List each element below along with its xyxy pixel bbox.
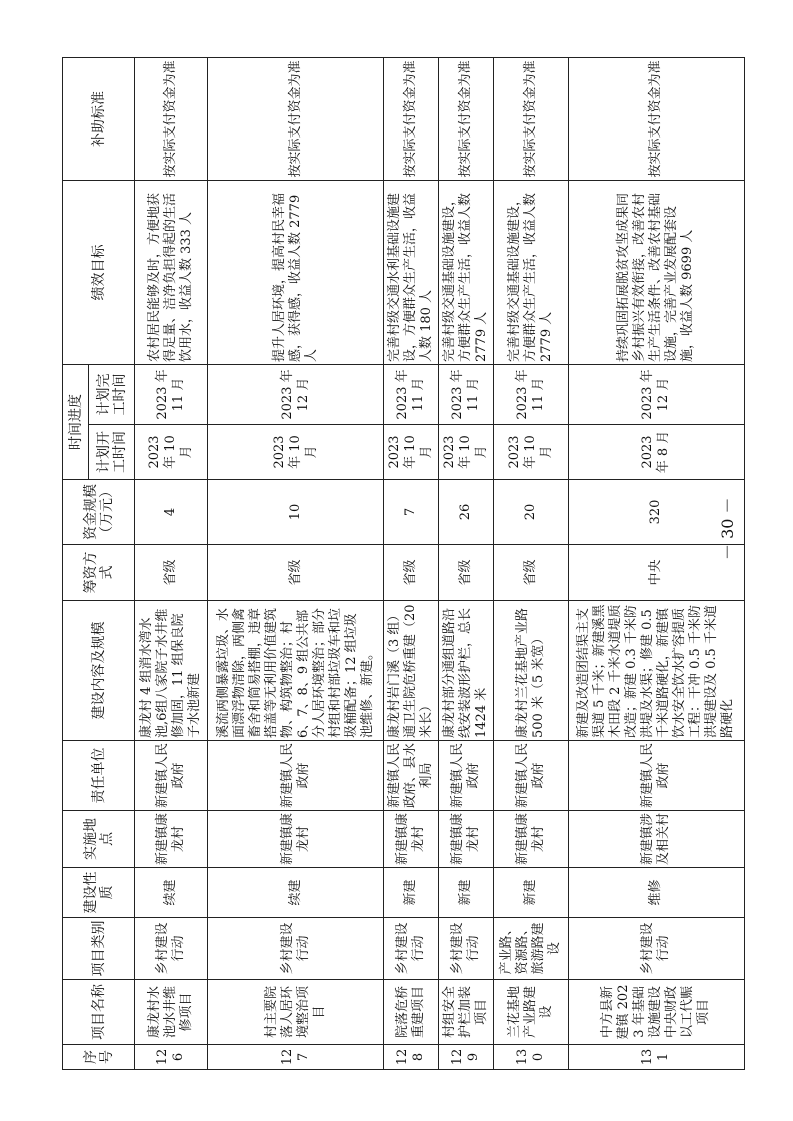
- unit-cell: 新建镇人民政府: [439, 741, 494, 811]
- header-unit: 责任单位: [63, 741, 135, 811]
- category-cell: 乡村建设行动: [568, 918, 744, 980]
- content-cell: 康龙村兰花基地产业路 500 米（5 米宽）: [494, 601, 568, 741]
- seq-cell: 130: [494, 1045, 568, 1070]
- header-name: 项目名称: [63, 980, 135, 1045]
- end-cell: 2023 年 11 月: [135, 365, 208, 425]
- name-cell: 康龙村水池水井维修项目: [135, 980, 208, 1045]
- funding-cell: 省级: [494, 545, 568, 601]
- header-seq: 序号: [63, 1045, 135, 1070]
- goal-cell: 完善村级交通水利基础设施建设，方便群众生产生活，收益人数 180 人: [384, 181, 439, 365]
- content-cell: 康龙村岩门溪（3 组）通卫生院危桥重建（20 米长）: [384, 601, 439, 741]
- funding-cell: 省级: [208, 545, 384, 601]
- header-content: 建设内容及规模: [63, 601, 135, 741]
- table-row: [568, 58, 744, 1070]
- unit-cell: 新建镇人民政府: [208, 741, 384, 811]
- end-cell: 2023 年 11 月: [439, 365, 494, 425]
- seq-cell: 129: [439, 1045, 494, 1070]
- funding-cell: 省级: [439, 545, 494, 601]
- subsidy-cell: 按实际支付资金为准: [494, 58, 568, 181]
- funding-cell: 省级: [384, 545, 439, 601]
- amount-cell: 26: [439, 480, 494, 545]
- content-cell: 溪流两侧暴露垃圾、水面漂浮物清除，两侧禽畜舍和简易搭棚，违章搭盖等无利用价值建筑物、构筑物整治；村 6、7、8、9 组公共部分人居环境整治；部分村组和村部垃圾车和垃圾桶配备；12 组垃圾池维修、新建。: [208, 601, 384, 741]
- table-row: [494, 58, 568, 1070]
- end-cell: 2023 年 12 月: [568, 365, 744, 425]
- location-cell: 新建镇康龙村: [135, 811, 208, 868]
- seq-cell: 127: [208, 1045, 384, 1070]
- table-row: [208, 58, 384, 1070]
- category-cell: 乡村建设行动: [208, 918, 384, 980]
- start-cell: 2023 年 8 月: [568, 425, 744, 480]
- amount-cell: 320: [568, 480, 744, 545]
- nature-cell: 续建: [135, 868, 208, 918]
- goal-cell: 持续巩固拓展脱贫攻坚成果同乡村振兴有效衔接，改善农村生产生活条件、改善农村基础设施，完善产业发展配套设施，收益人数 9699 人: [568, 181, 744, 365]
- page-number: － 30 －: [718, 497, 737, 560]
- rotated-page: [62, 58, 745, 1070]
- amount-cell: 20: [494, 480, 568, 545]
- amount-cell: 7: [384, 480, 439, 545]
- header-subsidy: 补助标准: [63, 58, 135, 181]
- unit-cell: 新建镇人民政府: [135, 741, 208, 811]
- header-schedule: 时间进度: [63, 365, 89, 480]
- funding-cell: 中央: [568, 545, 744, 601]
- location-cell: 新建镇康龙村: [494, 811, 568, 868]
- table-row: [384, 58, 439, 1070]
- subsidy-cell: 按实际支付资金为准: [135, 58, 208, 181]
- category-cell: 乡村建设行动: [384, 918, 439, 980]
- unit-cell: 新建镇人民政府、县水利局: [384, 741, 439, 811]
- seq-cell: 126: [135, 1045, 208, 1070]
- amount-cell: 10: [208, 480, 384, 545]
- name-cell: 中方县新建镇 2023 年基础设施建设中央财政以工代赈项目: [568, 980, 744, 1045]
- content-cell: 康龙村部分通组道路沿线安装波形护栏，总长 1424 米: [439, 601, 494, 741]
- name-cell: 院落危桥重建项目: [384, 980, 439, 1045]
- subsidy-cell: 按实际支付资金为准: [568, 58, 744, 181]
- subsidy-cell: 按实际支付资金为准: [439, 58, 494, 181]
- project-table: [62, 57, 745, 1070]
- name-cell: 村组安全护栏加装项目: [439, 980, 494, 1045]
- category-cell: 乡村建设行动: [439, 918, 494, 980]
- subsidy-cell: 按实际支付资金为准: [208, 58, 384, 181]
- end-cell: 2023 年 11 月: [494, 365, 568, 425]
- start-cell: 2023 年 10 月: [208, 425, 384, 480]
- start-cell: 2023 年 10 月: [439, 425, 494, 480]
- goal-cell: 提升人居环境，提高村民幸福感，获得感，收益人数 2779 人: [208, 181, 384, 365]
- amount-cell: 4: [135, 480, 208, 545]
- header-start: 计划开工时间: [89, 425, 135, 480]
- start-cell: 2023 年 10 月: [494, 425, 568, 480]
- location-cell: 新建镇涉及相关村: [568, 811, 744, 868]
- location-cell: 新建镇康龙村: [439, 811, 494, 868]
- table-body: [135, 58, 745, 1070]
- location-cell: 新建镇康龙村: [384, 811, 439, 868]
- category-cell: 产业路、资源路、旅游路建设: [494, 918, 568, 980]
- start-cell: 2023 年 10 月: [384, 425, 439, 480]
- nature-cell: 新建: [384, 868, 439, 918]
- header-location: 实施地点: [63, 811, 135, 868]
- content-cell: 康龙村 4 组消水湾水池,6组八家院子水井维修加固，11 组保良院子水池新建: [135, 601, 208, 741]
- header-funding: 筹资方式: [63, 545, 135, 601]
- nature-cell: 新建: [494, 868, 568, 918]
- header-goal: 绩效目标: [63, 181, 135, 365]
- nature-cell: 续建: [208, 868, 384, 918]
- goal-cell: 完善村级交通基础设施建设，方便群众生产生活，收益人数 2779 人: [494, 181, 568, 365]
- unit-cell: 新建镇人民政府: [568, 741, 744, 811]
- header-row-1: [63, 58, 89, 1070]
- table-row: [439, 58, 494, 1070]
- end-cell: 2023 年 12 月: [208, 365, 384, 425]
- content-cell: 新建及改造团结渠主支渠道 5 千米；新建溪黑木田段 2 千米水道堤质改造；新建 0.3 千米防洪堤及水渠；修建 0.5 千米道路硬化，新建镇饮水安全饮水扩容提质工程：干冲 0.5 千米防洪堤建设及 0.5 千米道路硬化: [568, 601, 744, 741]
- header-nature: 建设性质: [63, 868, 135, 918]
- goal-cell: 农村居民能够及时，方便地获得足量、洁净负担得起的生活饮用水，收益人数 333 人: [135, 181, 208, 365]
- start-cell: 2023 年 10 月: [135, 425, 208, 480]
- name-cell: 兰花基地产业路建设: [494, 980, 568, 1045]
- category-cell: 乡村建设行动: [135, 918, 208, 980]
- header-category: 项目类别: [63, 918, 135, 980]
- table-row: [135, 58, 208, 1070]
- goal-cell: 完善村级交通基础设施建设，方便群众生产生活，收益人数 2779 人: [439, 181, 494, 365]
- header-end: 计划完工时间: [89, 365, 135, 425]
- seq-cell: 131: [568, 1045, 744, 1070]
- seq-cell: 128: [384, 1045, 439, 1070]
- end-cell: 2023 年 11 月: [384, 365, 439, 425]
- nature-cell: 维修: [568, 868, 744, 918]
- funding-cell: 省级: [135, 545, 208, 601]
- location-cell: 新建镇康龙村: [208, 811, 384, 868]
- nature-cell: 新建: [439, 868, 494, 918]
- header-amount: 资金规模（万元）: [63, 480, 135, 545]
- subsidy-cell: 按实际支付资金为准: [384, 58, 439, 181]
- name-cell: 村主要院落人居环境整治项目: [208, 980, 384, 1045]
- unit-cell: 新建镇人民政府: [494, 741, 568, 811]
